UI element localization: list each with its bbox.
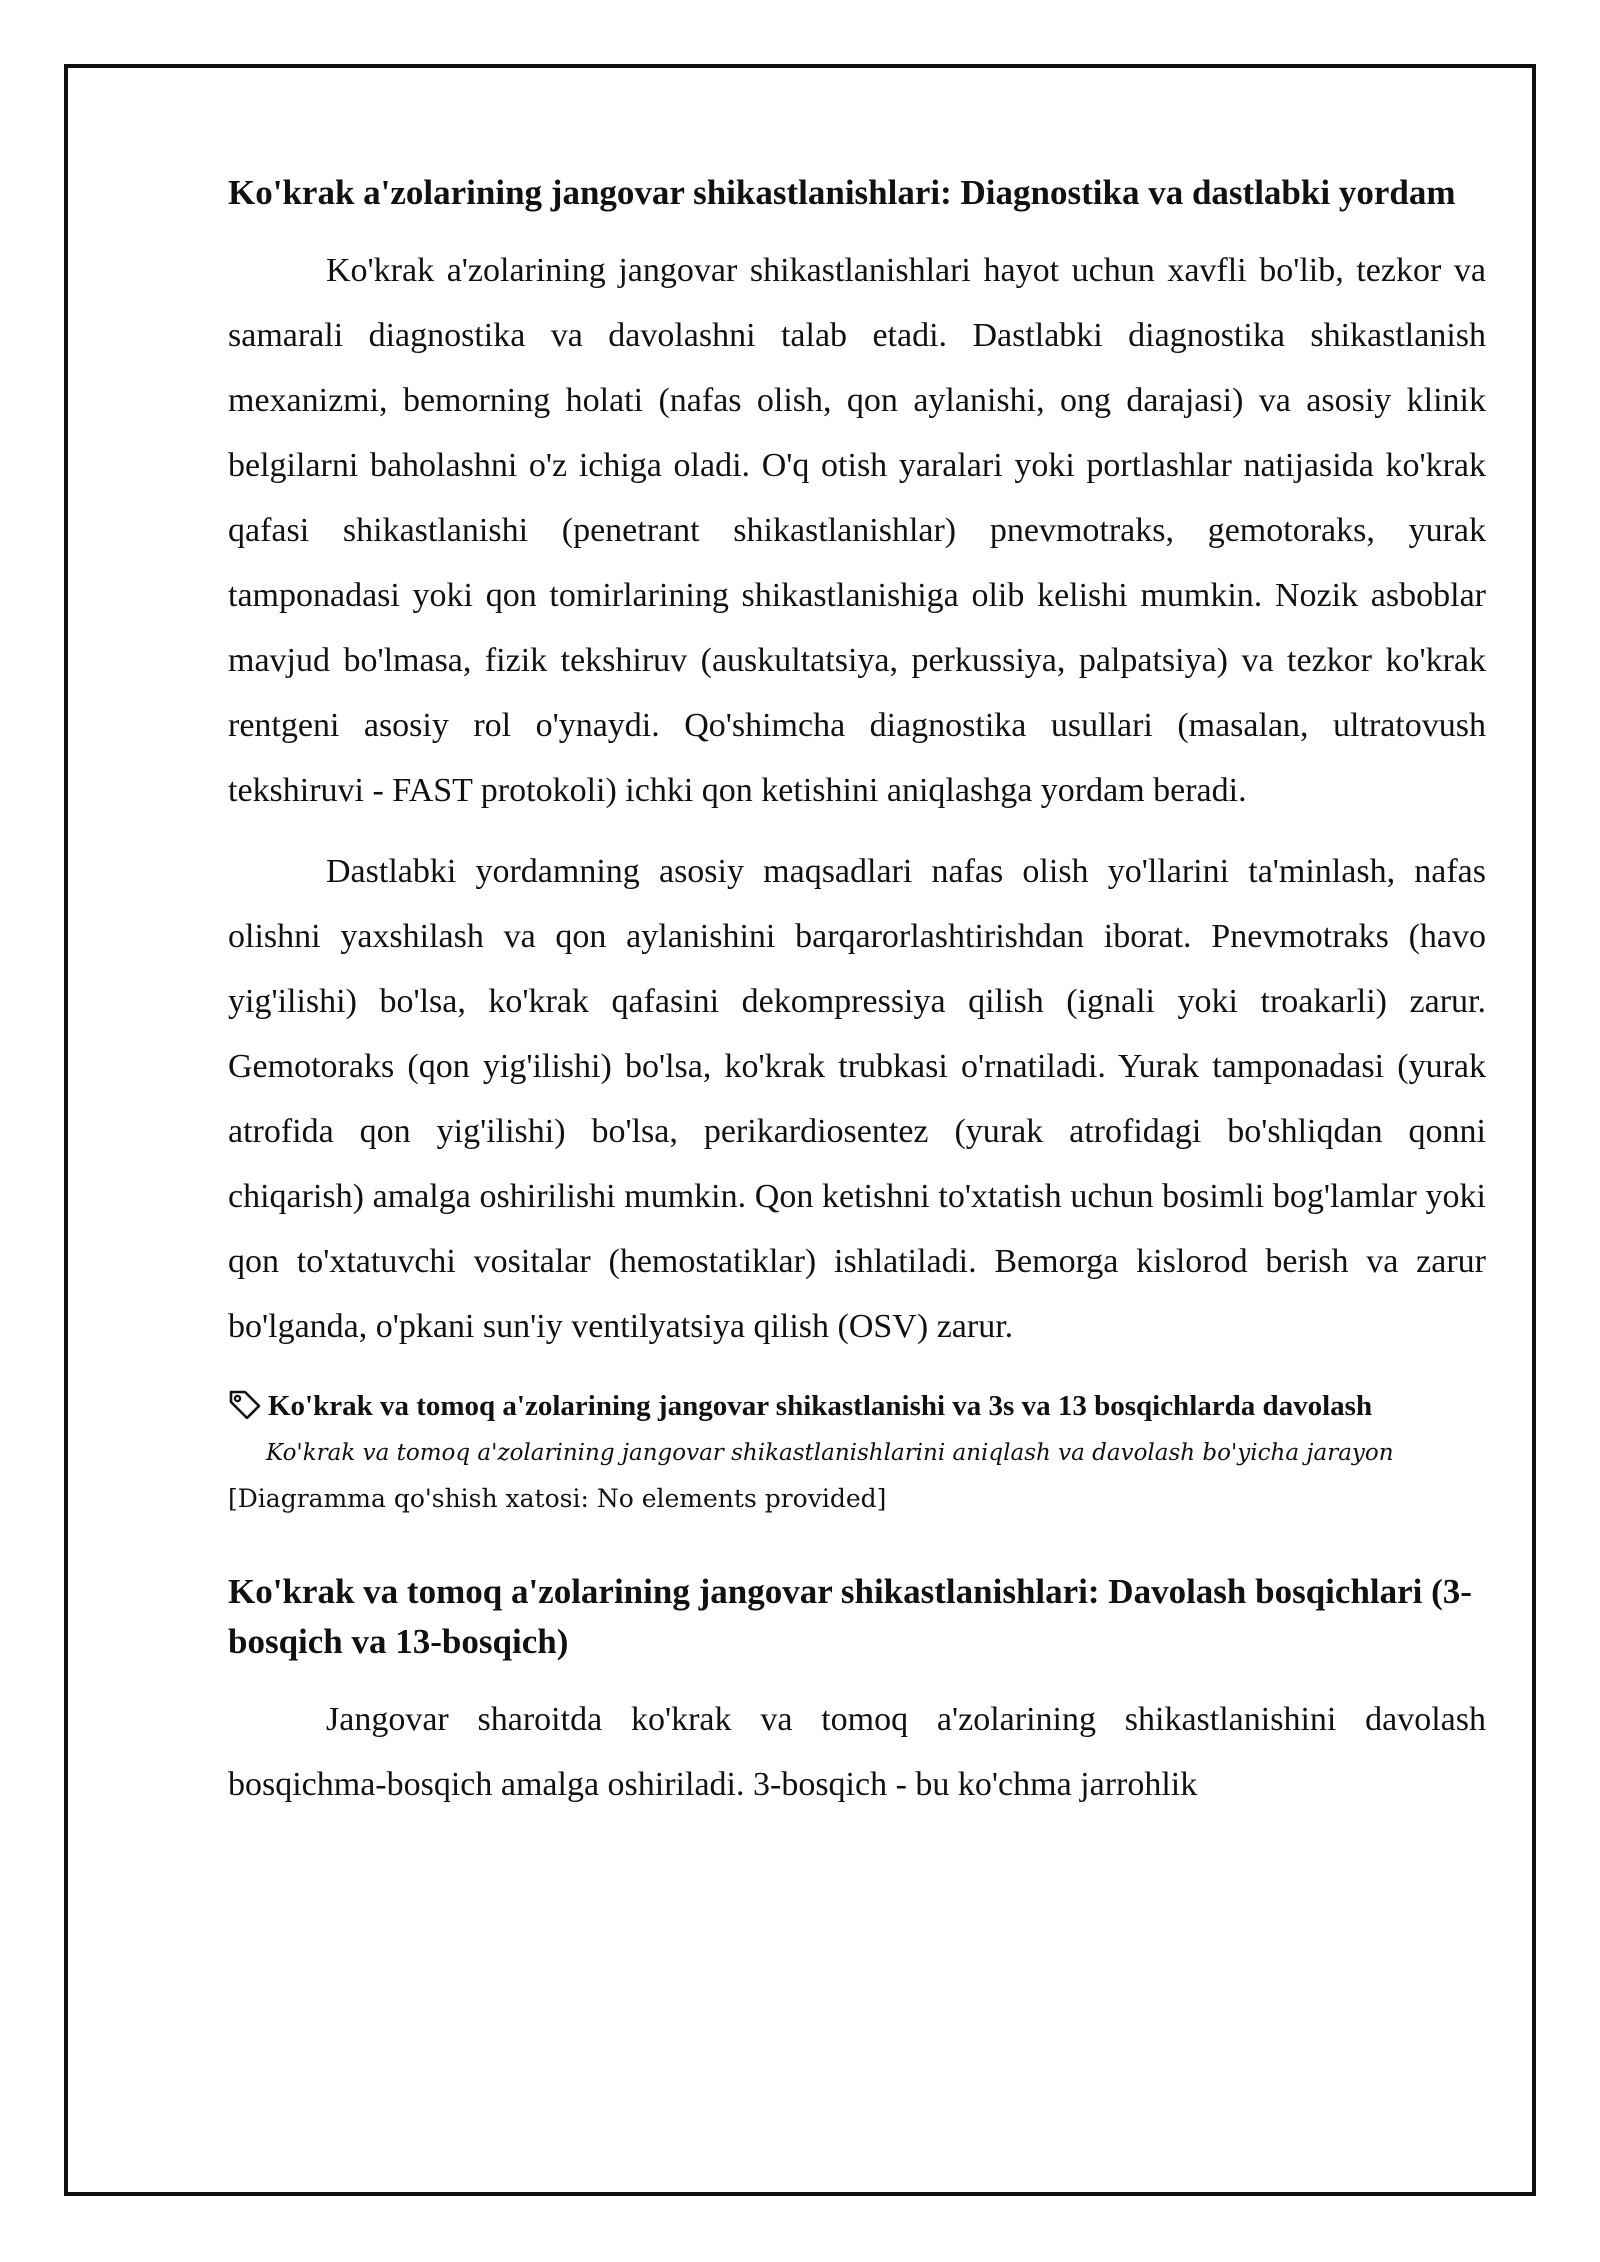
paragraph-first-aid: Dastlabki yordamning asosiy maqsadlari nafas olish yo'llarini ta'minlash, nafas olishni yaxshilash va qon aylanishini barqarorlashtirishdan iborat. Pnevmotraks (havo yig'ilishi) bo'lsa, ko'krak qafasini dekompressiya qilish (ignali yoki troakarli) zarur. Gemotoraks (qon yig'ilishi) bo'lsa, ko'krak trubkasi o'rnatiladi. Yurak tamponadasi (yurak atrofida qon yig'ilishi) bo'lsa, perikardiosentez (yurak atrofidagi bo'shliqdan qonni chiqarish) amalga oshirilishi mumkin. Qon ketishni to'xtatish uchun bosimli bog'lamlar yoki qon to'xtatuvchi vositalar (hemostatiklar) ishlatiladi. Bemorga kislorod berish va zarur bo'lganda, o'pkani sun'iy ventilyatsiya qilish (OSV) zarur. <box>228 853 1486 1345</box>
diagram-title-text: Ko'krak va tomoq a'zolarining jangovar shikastlanishi va 3s va 13 bosqichlarda davolash <box>268 1390 1373 1422</box>
diagram-title <box>228 1385 1486 1427</box>
paragraph-diagnostics: Ko'krak a'zolarining jangovar shikastlanishlari hayot uchun xavfli bo'lib, tezkor va samarali diagnostika va davolashni talab etadi. Dastlabki diagnostika shikastlanish mexanizmi, bemorning holati (nafas olish, qon aylanishi, ong darajasi) va asosiy klinik belgilarni baholashni o'z ichiga oladi. O'q otish yaralari yoki portlashlar natijasida ko'krak qafasi shikastlanishi (penetrant shikastlanishlar) pnevmotraks, gemotoraks, yurak tamponadasi yoki qon tomirlarining shikastlanishiga olib kelishi mumkin. Nozik asboblar mavjud bo'lmasa, fizik tekshiruv (auskultatsiya, perkussiya, palpatsiya) va tezkor ko'krak rentgeni asosiy rol o'ynaydi. Qo'shimcha diagnostika usullari (masalan, ultratovush tekshiruvi - FAST protokoli) ichki qon ketishini aniqlashga yordam beradi. <box>228 252 1486 809</box>
section-heading-diagnostics: Ko'krak a'zolarining jangovar shikastlanishlari: Diagnostika va dastlabki yordam <box>228 173 1456 212</box>
document-body <box>228 168 1486 1833</box>
diagram-block <box>228 1385 1486 1519</box>
diagram-caption: Ko'krak va tomoq a'zolarining jangovar shikastlanishlarini aniqlash va davolash bo'yicha jarayon <box>266 1440 1394 1466</box>
paragraph-treatment-stages: Jangovar sharoitda ko'krak va tomoq a'zolarining shikastlanishini davolash bosqichma-bosqich amalga oshiriladi. 3-bosqich - bu ko'chma jarrohlik <box>228 1701 1486 1803</box>
tag-icon <box>228 1389 262 1419</box>
diagram-error-message: [Diagramma qo'shish xatosi: No elements provided] <box>228 1484 887 1513</box>
section-heading-treatment-stages: Ko'krak va tomoq a'zolarining jangovar shikastlanishlari: Davolash bosqichlari (3-bosqich va 13-bosqich) <box>228 1572 1472 1661</box>
